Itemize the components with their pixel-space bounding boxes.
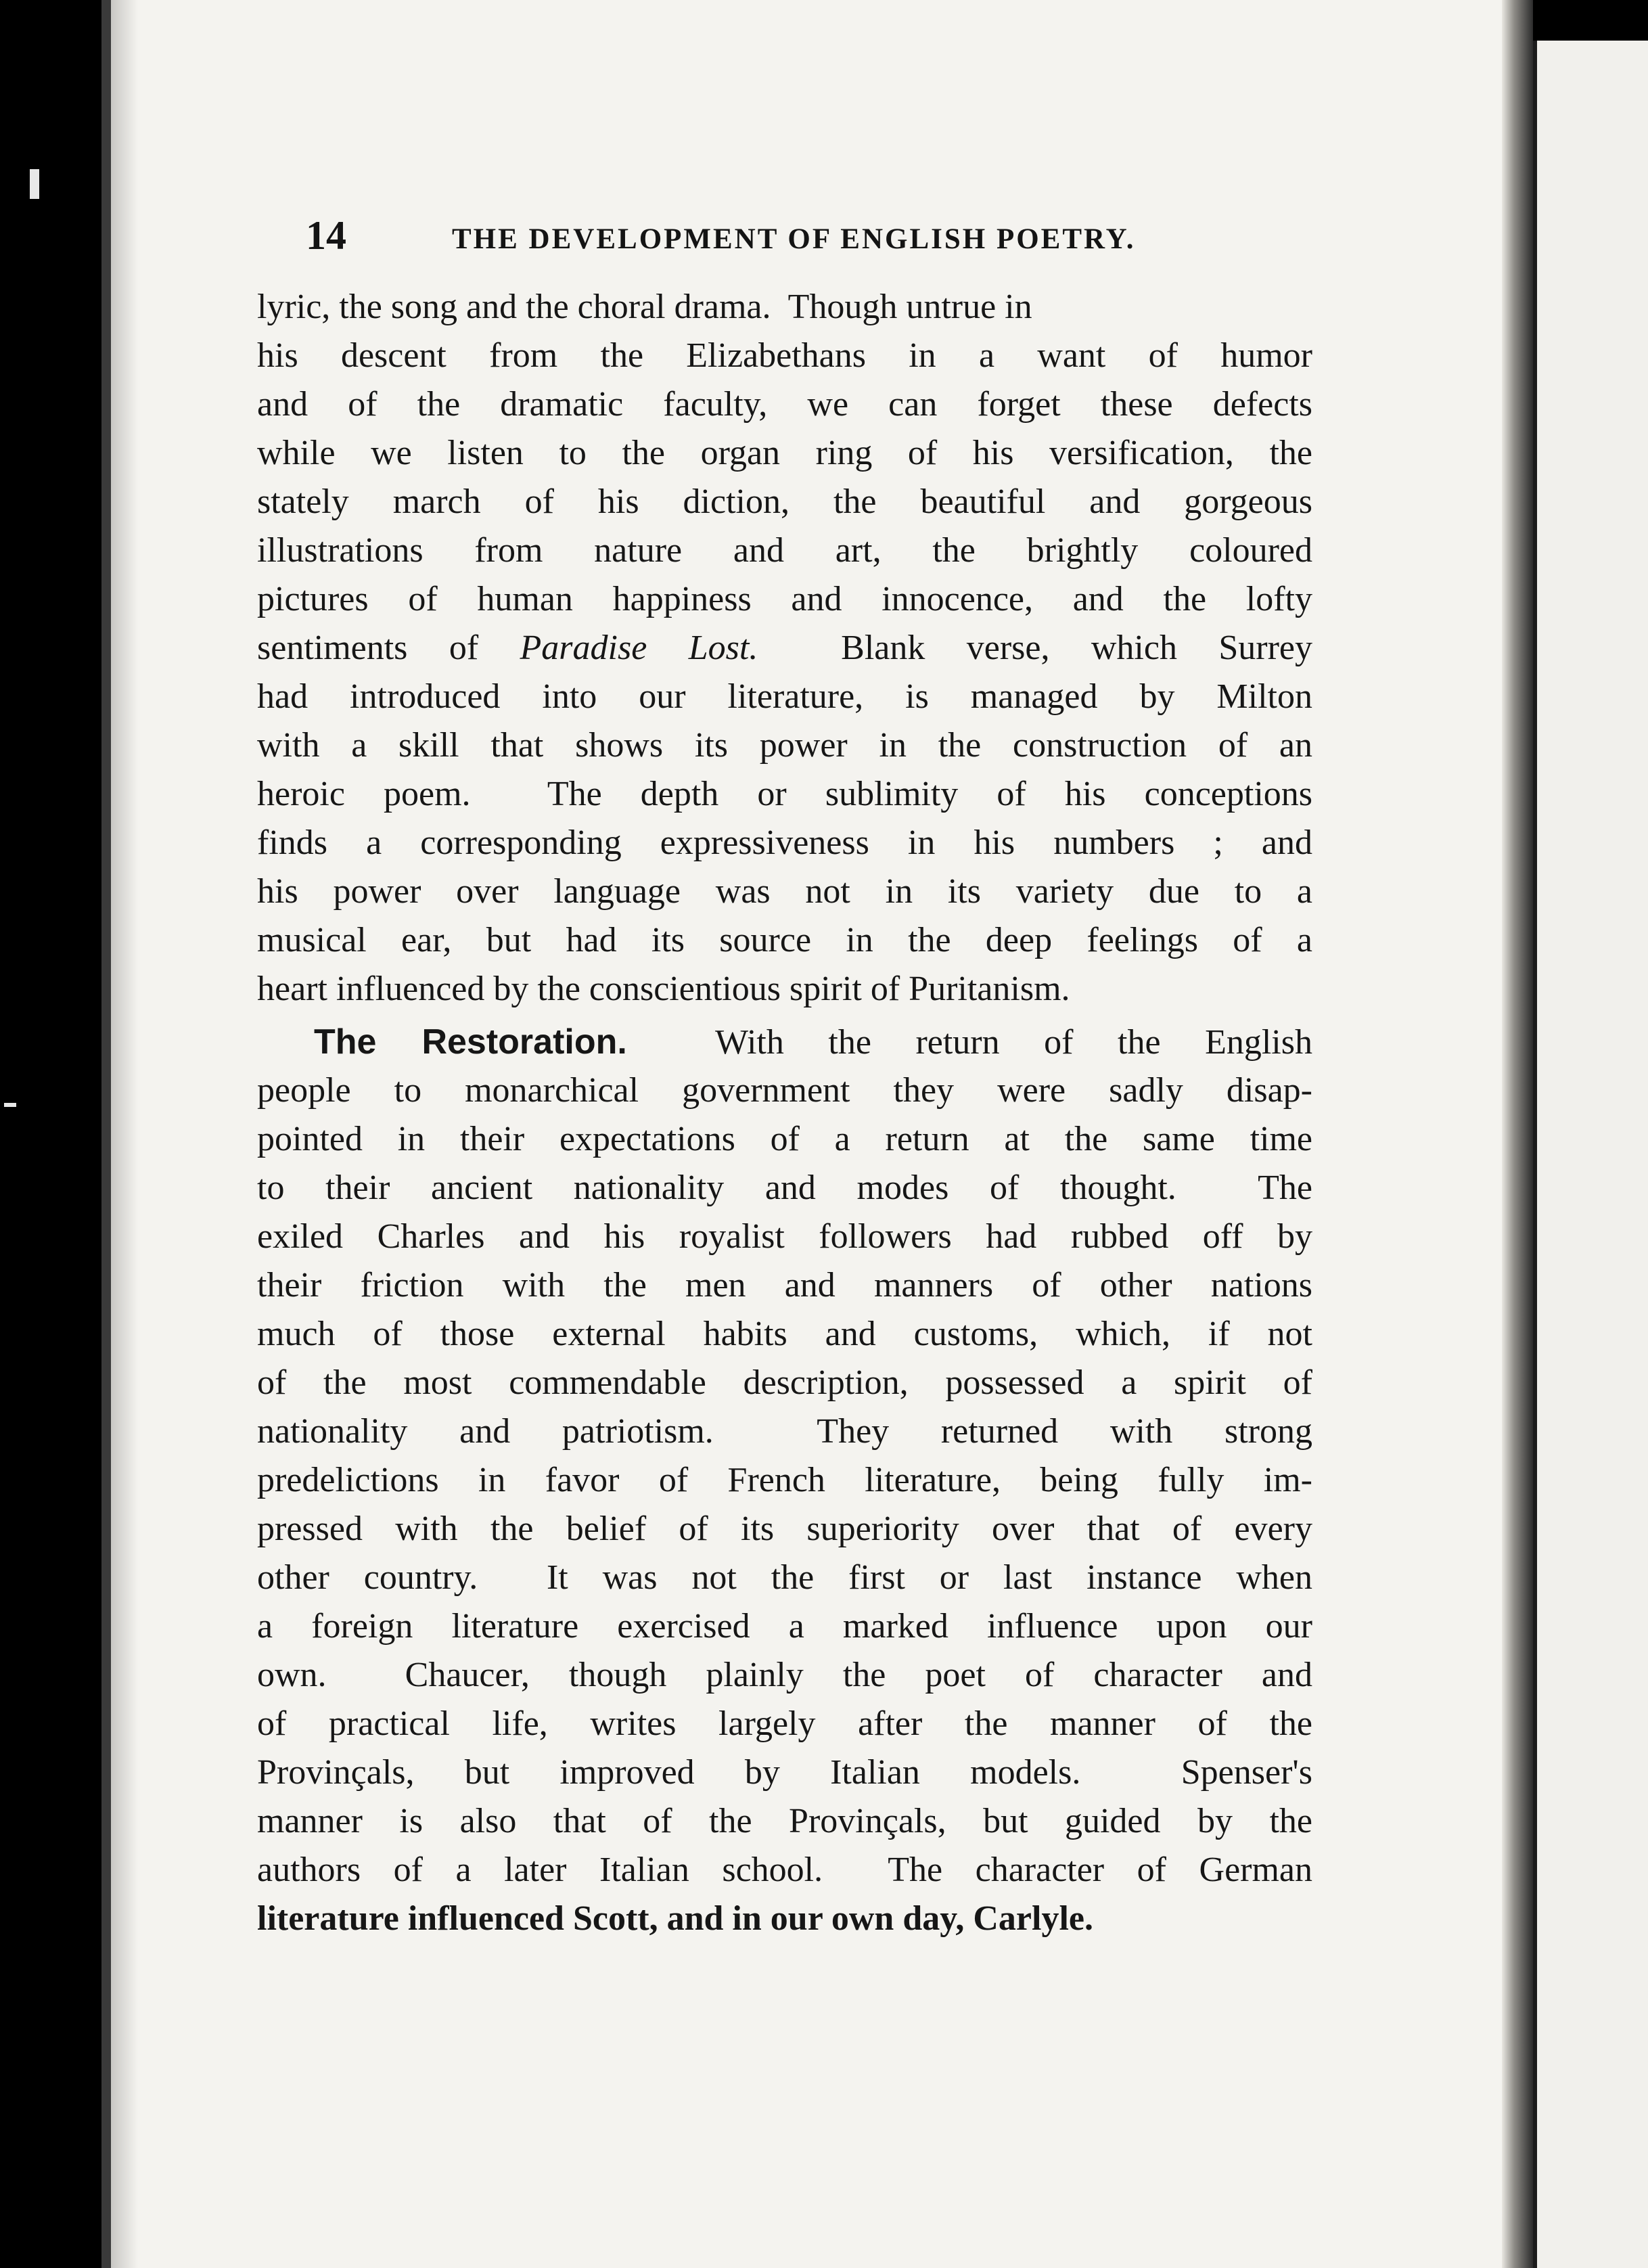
text-line [257, 1553, 1312, 1602]
text-line [257, 1359, 1312, 1407]
text-line [257, 965, 1312, 1014]
text-line [257, 1407, 1312, 1456]
text-segment: With the return of the English [626, 1023, 1312, 1062]
text-line [257, 819, 1312, 867]
right-page-edge [1533, 41, 1648, 2268]
text-line [257, 526, 1312, 575]
text-segment: pointed in their expectations of a return at the same time [257, 1120, 1312, 1158]
text-segment: literature influenced Scott, and in our own day, Carlyle. [257, 1899, 1093, 1938]
text-line [257, 1505, 1312, 1553]
text-segment: other country. It was not the first or last instance when [257, 1558, 1312, 1597]
text-segment: musical ear, but had its source in the deep feelings of a [257, 921, 1312, 959]
text-line [257, 1456, 1312, 1505]
text-line [257, 380, 1312, 429]
text-segment: nationality and patriotism. They returned with strong [257, 1412, 1312, 1451]
text-line [257, 916, 1312, 965]
scan-edge-mark [4, 1103, 16, 1107]
text-line [257, 332, 1312, 380]
text-line [257, 770, 1312, 819]
text-segment: people to monarchical government they were sadly disap- [257, 1071, 1312, 1110]
text-segment: a foreign literature exercised a marked influence upon our [257, 1607, 1312, 1646]
text-segment: his descent from the Elizabethans in a want of humor [257, 336, 1312, 375]
text-segment: and of the dramatic faculty, we can forget these defects [257, 385, 1312, 424]
text-segment: his power over language was not in its variety due to a [257, 872, 1312, 911]
text-line [257, 1846, 1312, 1895]
text-segment: pressed with the belief of its superiority over that of every [257, 1510, 1312, 1548]
text-segment: illustrations from nature and art, the brightly coloured [257, 531, 1312, 570]
text-segment: had introduced into our literature, is managed by Milton [257, 677, 1312, 716]
text-segment: of the most commendable description, possessed a spirit of [257, 1363, 1312, 1402]
text-line [257, 478, 1312, 526]
text-segment: predelictions in favor of French literature, being fully im- [257, 1461, 1312, 1499]
text-line [257, 575, 1312, 624]
text-line [257, 1261, 1312, 1310]
text-line [257, 1115, 1312, 1164]
text-segment: Blank verse, which Surrey [758, 629, 1312, 667]
text-line [257, 1310, 1312, 1359]
body-text [257, 283, 1312, 1943]
text-line [257, 1797, 1312, 1846]
text-segment: finds a corresponding expressiveness in his numbers ; and [257, 823, 1312, 862]
section-title: The Restoration. [314, 1022, 627, 1062]
text-line [257, 867, 1312, 916]
text-segment: stately march of his diction, the beautiful and gorgeous [257, 482, 1312, 521]
page-header [306, 215, 1226, 256]
scan-edge-mark [30, 169, 39, 199]
page-number: 14 [306, 213, 346, 258]
text-segment: Provinçals, but improved by Italian models. Spenser's [257, 1753, 1312, 1792]
text-line [257, 1651, 1312, 1700]
text-line [257, 1700, 1312, 1748]
text-segment: with a skill that shows its power in the construction of an [257, 726, 1312, 765]
text-segment: of practical life, writes largely after the manner of the [257, 1704, 1312, 1743]
book-title-italic: Paradise Lost. [520, 629, 758, 667]
text-segment: pictures of human happiness and innocence, and the lofty [257, 580, 1312, 618]
text-segment: authors of a later Italian school. The character of German [257, 1851, 1312, 1889]
text-line [257, 429, 1312, 478]
book-gutter [1502, 0, 1533, 2268]
text-line [257, 1602, 1312, 1651]
text-segment: own. Chaucer, though plainly the poet of character and [257, 1656, 1312, 1694]
text-line [257, 283, 1312, 332]
running-head: THE DEVELOPMENT OF ENGLISH POETRY. [452, 223, 1136, 255]
text-line [257, 1748, 1312, 1797]
text-segment: much of those external habits and customs, which, if not [257, 1315, 1312, 1353]
text-line [257, 1212, 1312, 1261]
text-segment: sentiments of [257, 629, 520, 667]
text-segment: manner is also that of the Provinçals, but guided by the [257, 1802, 1312, 1840]
text-line [257, 1018, 1312, 1066]
text-line [257, 673, 1312, 721]
text-line [257, 1895, 1312, 1943]
text-segment: their friction with the men and manners of other nations [257, 1266, 1312, 1305]
text-segment: heart influenced by the conscientious spirit of Puritanism. [257, 970, 1070, 1008]
text-segment: exiled Charles and his royalist followers had rubbed off by [257, 1217, 1312, 1256]
text-line [257, 624, 1312, 673]
text-line [257, 721, 1312, 770]
text-segment: heroic poem. The depth or sublimity of his conceptions [257, 775, 1312, 813]
text-segment: to their ancient nationality and modes of thought. The [257, 1169, 1312, 1207]
text-line [257, 1164, 1312, 1212]
text-line [257, 1066, 1312, 1115]
text-segment: while we listen to the organ ring of his versification, the [257, 434, 1312, 472]
page-edge-shadow [111, 0, 138, 2268]
text-segment: lyric, the song and the choral drama. Though untrue in [257, 288, 1032, 326]
